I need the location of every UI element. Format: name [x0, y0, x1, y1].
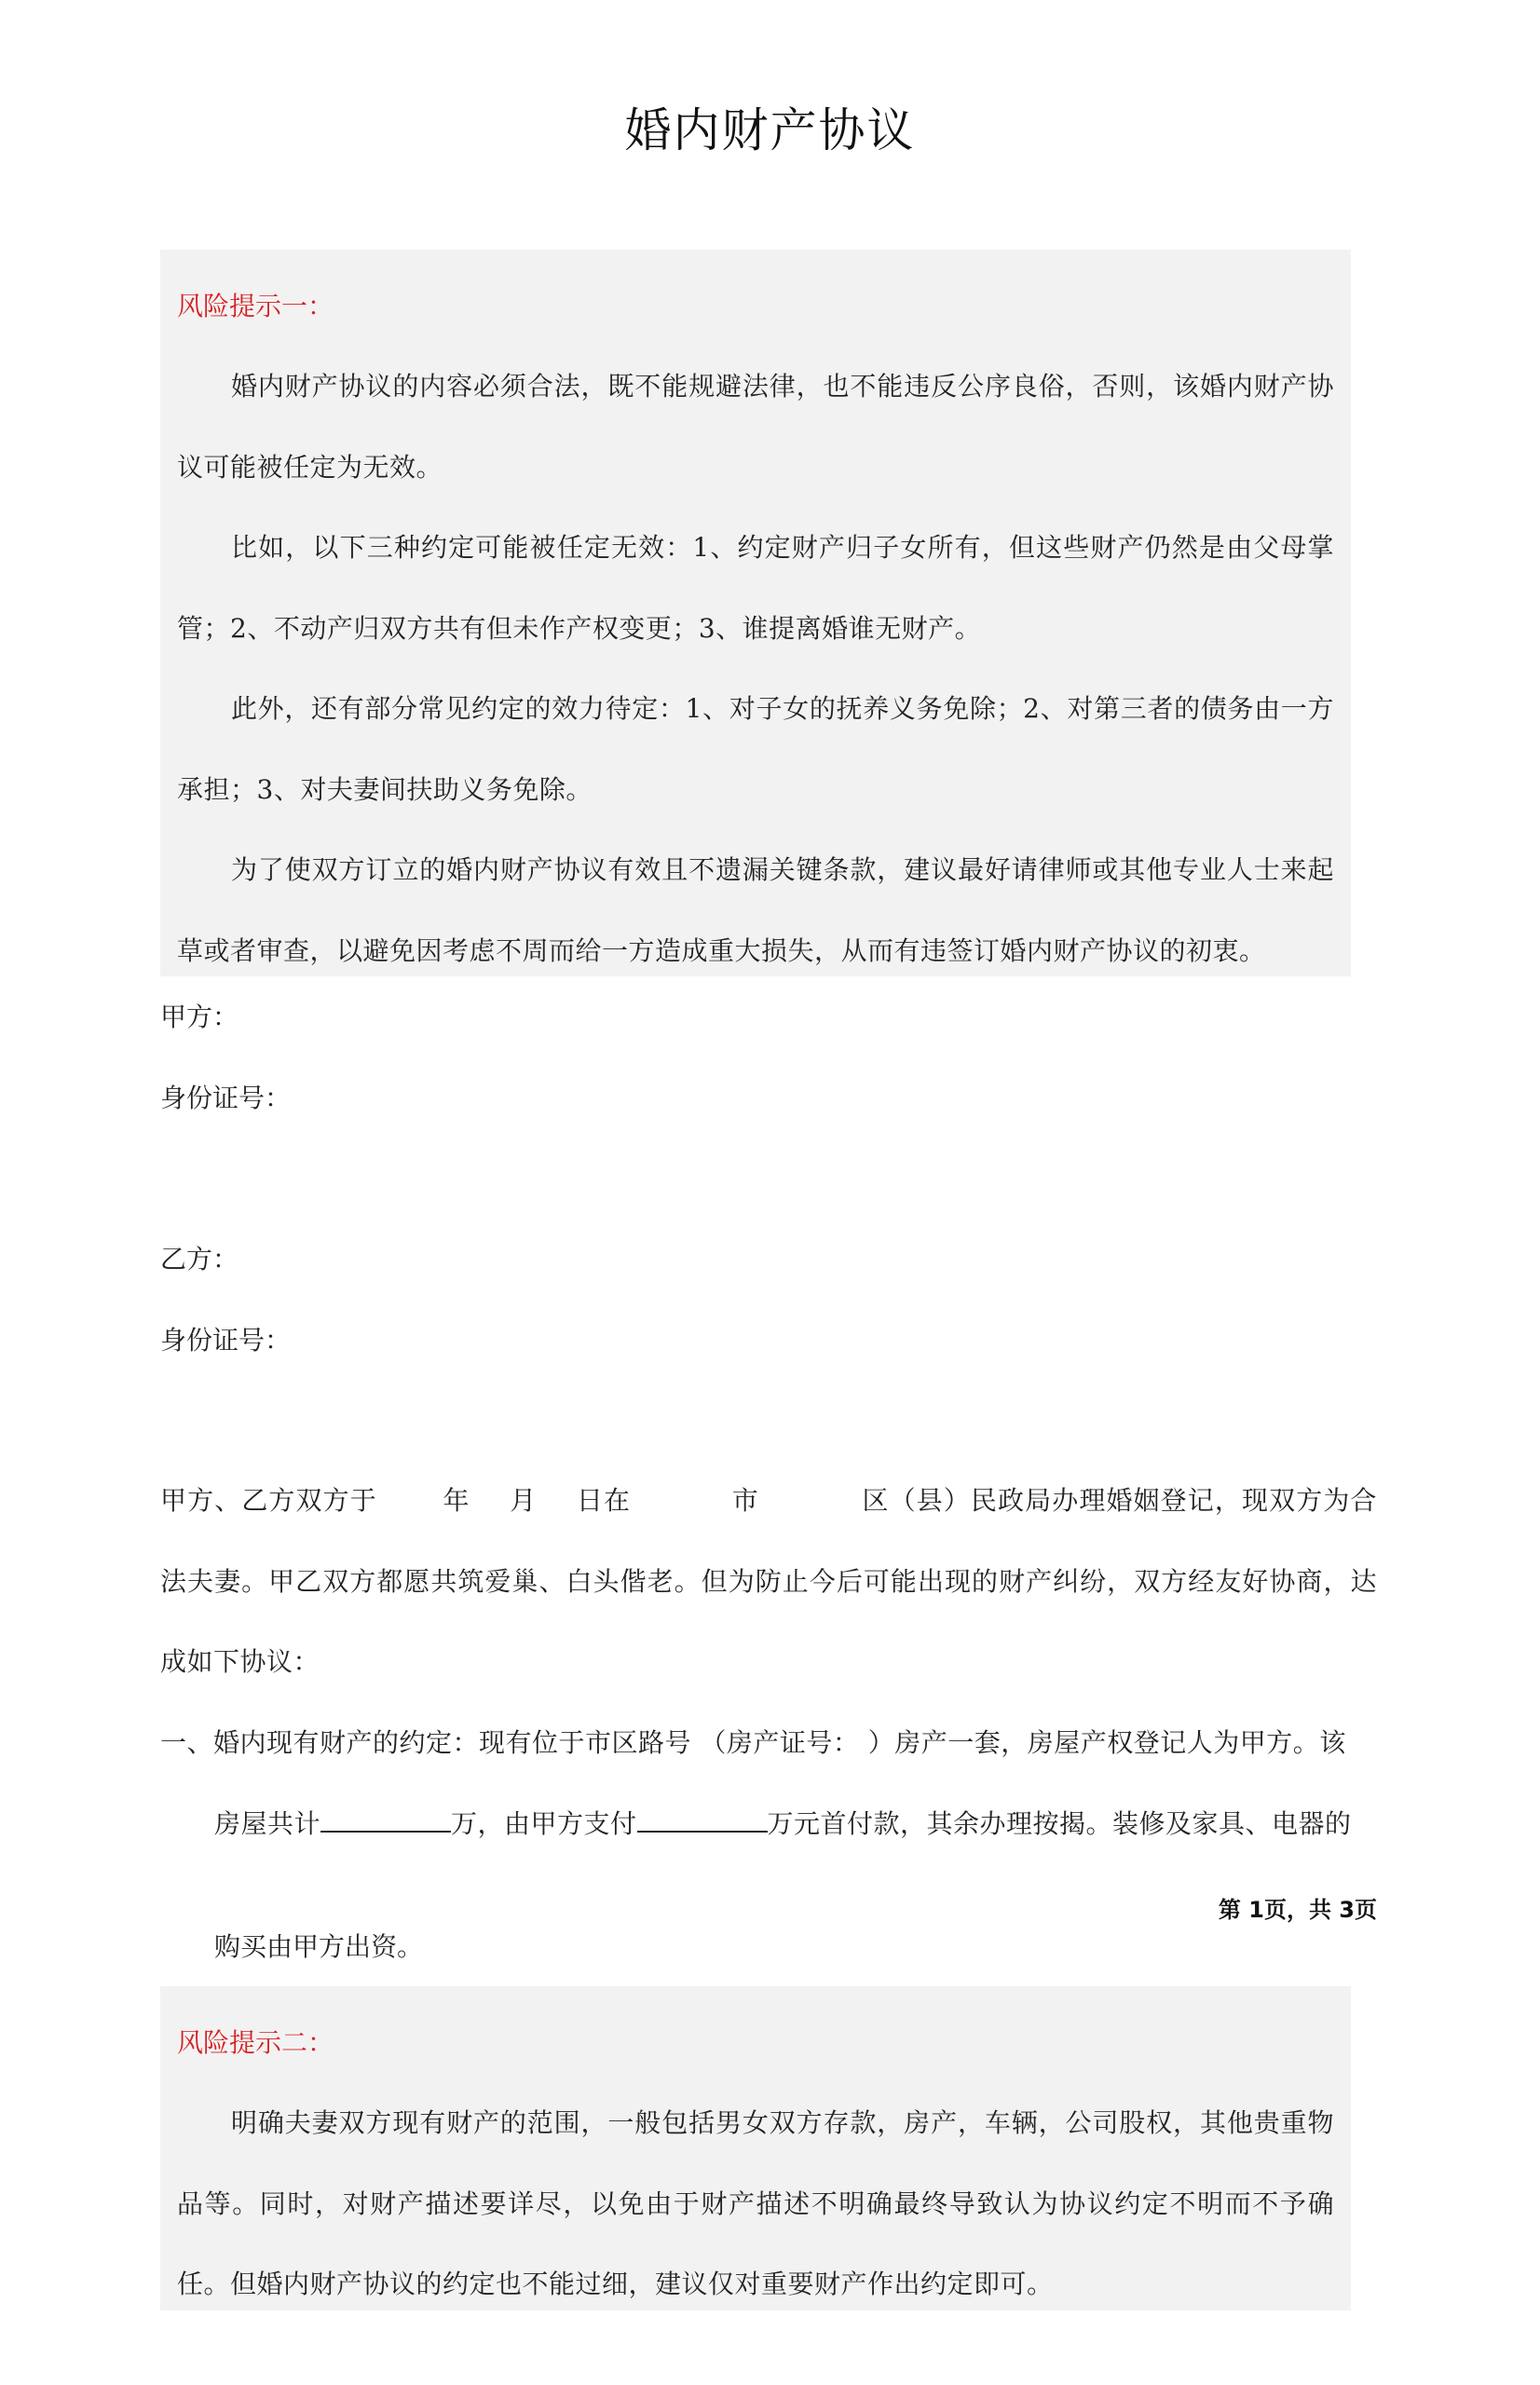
- blank-total-price: [320, 1830, 451, 1833]
- intro-day: 日在: [576, 1485, 632, 1516]
- party-b-id-label: 身份证号：: [160, 1325, 292, 1356]
- risk-notice-1-heading: 风险提示一：: [177, 291, 334, 321]
- clause-1-text: 万，由甲方支付: [451, 1807, 637, 1839]
- intro-year: 年: [442, 1485, 470, 1516]
- risk-notice-1-paragraph: 婚内财产协议的内容必须合法，既不能规避法律，也不能违反公序良俗，否则，该婚内财产协议可能被任定为无效。: [177, 371, 1334, 483]
- intro-text: 甲方、乙方双方于: [160, 1485, 377, 1516]
- clause-1-text: 房屋共计: [214, 1807, 321, 1839]
- party-a-label: 甲方：: [160, 1002, 239, 1032]
- clause-1-text: 万元首付款，其余办理按揭。装修及家具、电器的: [767, 1807, 1352, 1839]
- page-number: 第 1页，共 3页: [1218, 1897, 1377, 1923]
- party-b-label: 乙方：: [160, 1244, 239, 1274]
- risk-notice-1-paragraph: 比如，以下三种约定可能被任定无效：1、约定财产归子女所有，但这些财产仍然是由父母掌管；2、不动产归双方共有但未作产权变更；3、谁提离婚谁无财产。: [177, 532, 1334, 644]
- risk-notice-2-heading: 风险提示二：: [177, 2027, 334, 2058]
- intro-rest: 区（县）民政局办理婚姻登记，现双方为合法夫妻。甲乙双方都愿共筑爱巢、白头偕老。但为防止今后可能出现的财产纠纷，双方经友好协商，达成如下协议：: [160, 1485, 1377, 1677]
- risk-notice-2-paragraph: 明确夫妻双方现有财产的范围，一般包括男女双方存款，房产，车辆，公司股权，其他贵重物品等。同时，对财产描述要详尽，以免由于财产描述不明确最终导致认为协议约定不明而不予确任。但婚内财产协议的约定也不能过细，建议仅对重要财产作出约定即可。: [177, 2107, 1334, 2299]
- risk-notice-2: [160, 1986, 1351, 2310]
- risk-notice-1-paragraph: 此外，还有部分常见约定的效力待定：1、对子女的抚养义务免除；2、对第三者的债务由一方承担；3、对夫妻间扶助义务免除。: [177, 693, 1334, 805]
- clause-1-line-2: [160, 1784, 1377, 1865]
- document-title: 婚内财产协议: [624, 103, 916, 157]
- intro-month: 月: [509, 1485, 538, 1516]
- clause-1-line-1: 一、婚内现有财产的约定：现有位于市区路号 （房产证号： ）房产一套，房屋产权登记人为甲方。该: [160, 1727, 1346, 1758]
- clause-1: [160, 1703, 1377, 1864]
- risk-notice-1: [160, 250, 1351, 976]
- risk-notice-1-paragraph: 为了使双方订立的婚内财产协议有效且不遗漏关键条款，建议最好请律师或其他专业人士来起草或者审查，以避免因考虑不周而给一方造成重大损失，从而有违签订婚内财产协议的初衷。: [177, 854, 1334, 966]
- party-a-id-label: 身份证号：: [160, 1083, 292, 1113]
- clause-1-line-3: 购买由甲方出资。: [214, 1931, 424, 1962]
- agreement-intro-paragraph: [160, 1461, 1377, 1703]
- intro-city: 市: [731, 1485, 759, 1516]
- blank-down-payment: [637, 1830, 768, 1833]
